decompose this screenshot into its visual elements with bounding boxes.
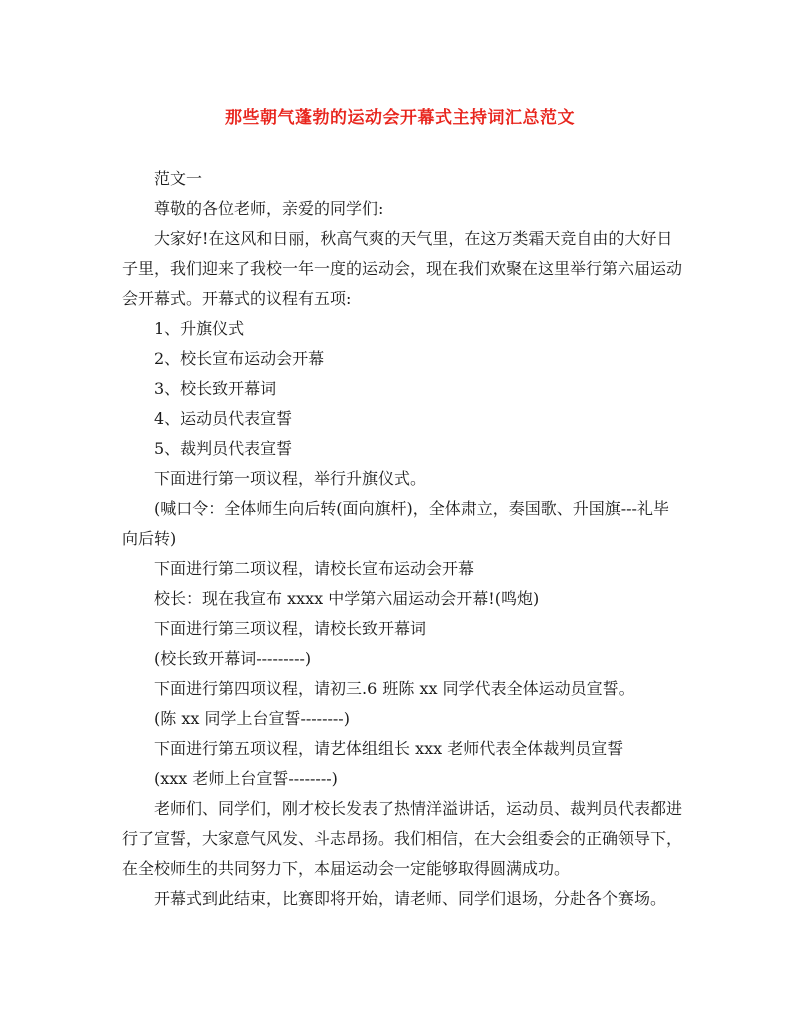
agenda-item-3: 3、校长致开幕词 (154, 379, 277, 398)
paragraph-step-2: 下面进行第二项议程，请校长宣布运动会开幕 (154, 559, 475, 578)
paragraph-step-1: 下面进行第一项议程，举行升旗仪式。 (154, 469, 427, 488)
document-title: 那些朝气蓬勃的运动会开幕式主持词汇总范文 (225, 108, 575, 128)
paragraph-step-2-note: 校长：现在我宣布 xxxx 中学第六届运动会开幕!(鸣炮) (154, 589, 540, 608)
paragraph-heading: 范文一 (154, 169, 203, 188)
paragraph-step-1-note: (喊口令：全体师生向后转(面向旗杆)，全体肃立，奏国歌、升国旗---礼毕向后转) (122, 499, 669, 548)
paragraph-conclusion: 开幕式到此结束，比赛即将开始，请老师、同学们退场，分赴各个赛场。 (154, 889, 667, 908)
paragraph-step-3-note: (校长致开幕词---------) (154, 649, 312, 668)
paragraph-step-5-note: (xxx 老师上台宣誓--------) (154, 769, 338, 788)
document-body (122, 164, 682, 914)
paragraph-step-4: 下面进行第四项议程，请初三.6 班陈 xx 同学代表全体运动员宣誓。 (154, 679, 635, 698)
agenda-item-2: 2、校长宣布运动会开幕 (154, 349, 325, 368)
paragraph-closing-remarks: 老师们、同学们，刚才校长发表了热情洋溢讲话，运动员、裁判员代表都进行了宣誓，大家意气风发、斗志昂扬。我们相信，在大会组委会的正确领导下，在全校师生的共同努力下，本届运动会一定能够取得圆满成功。 (122, 799, 683, 878)
agenda-item-1: 1、升旗仪式 (154, 319, 245, 338)
paragraph-step-5: 下面进行第五项议程，请艺体组组长 xxx 老师代表全体裁判员宣誓 (154, 739, 624, 758)
agenda-item-4: 4、运动员代表宣誓 (154, 409, 293, 428)
paragraph-opening: 大家好!在这风和日丽，秋高气爽的天气里，在这万类霜天竞自由的大好日子里，我们迎来了我校一年一度的运动会，现在我们欢聚在这里举行第六届运动会开幕式。开幕式的议程有五项: (122, 229, 683, 308)
agenda-item-5: 5、裁判员代表宣誓 (154, 439, 293, 458)
paragraph-step-3: 下面进行第三项议程，请校长致开幕词 (154, 619, 427, 638)
paragraph-greeting: 尊敬的各位老师，亲爱的同学们: (154, 199, 384, 218)
paragraph-step-4-note: (陈 xx 同学上台宣誓--------) (154, 709, 350, 728)
